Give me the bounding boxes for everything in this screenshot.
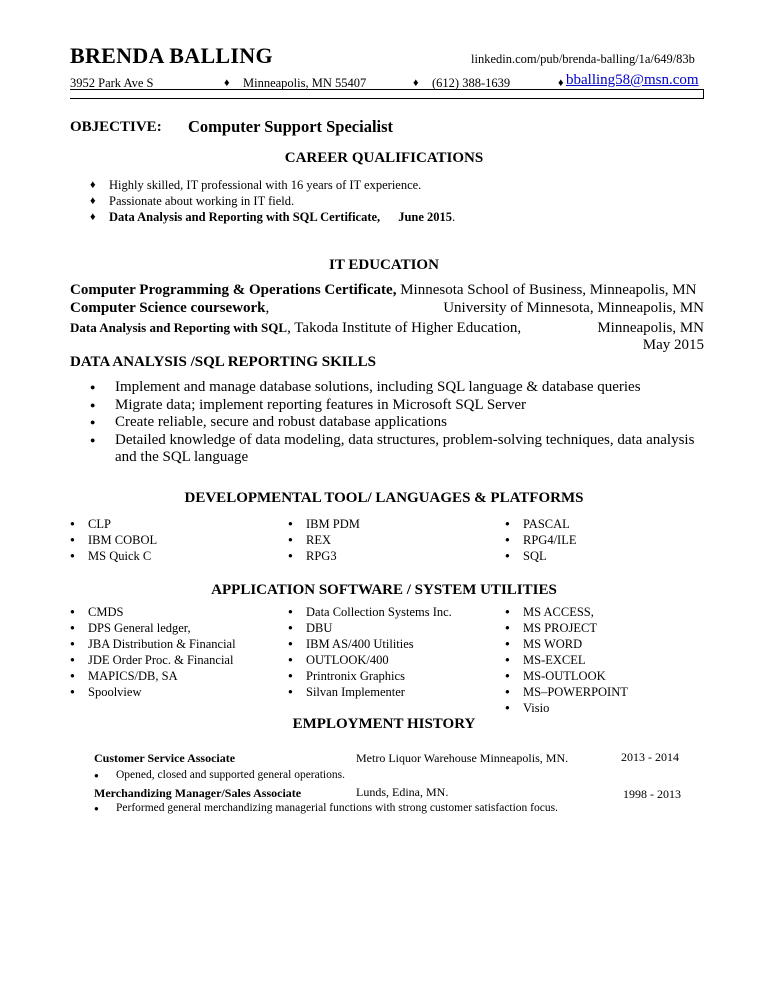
job-duty: ● Opened, closed and supported general operations. bbox=[94, 769, 345, 781]
dot-bullet-icon: ● bbox=[505, 687, 510, 696]
tools-col-3 bbox=[505, 516, 576, 564]
diamond-bullet-icon: ♦ bbox=[90, 179, 96, 191]
list-item: ● Create reliable, secure and robust database applications bbox=[90, 414, 447, 430]
list-item: ● Data Collection Systems Inc. bbox=[288, 605, 452, 619]
dot-bullet-icon: ● bbox=[288, 623, 293, 632]
list-item: ● REX bbox=[288, 533, 331, 547]
dot-bullet-icon: ● bbox=[288, 607, 293, 616]
list-item: ● MAPICS/DB, SA bbox=[70, 669, 178, 683]
separator-diamond-icon: ♦ bbox=[413, 77, 419, 89]
dot-bullet-icon: ● bbox=[90, 399, 96, 410]
list-item: ♦ Highly skilled, IT professional with 16 years of IT experience. bbox=[90, 178, 422, 192]
dot-bullet-icon: ● bbox=[505, 607, 510, 616]
dot-bullet-icon: ● bbox=[505, 703, 510, 712]
education-list bbox=[70, 281, 704, 353]
skills-title: DATA ANALYSIS /SQL REPORTING SKILLS bbox=[70, 354, 376, 370]
list-item: ● Detailed knowledge of data modeling, data structures, problem-solving techniques, data analysis and the SQL language bbox=[90, 431, 695, 465]
list-item: ● MS-EXCEL bbox=[505, 653, 586, 667]
list-item: ● Implement and manage database solutions, including SQL language & database queries bbox=[90, 379, 641, 395]
email-link[interactable]: bballing58@msn.com bbox=[566, 72, 699, 88]
dot-bullet-icon: ● bbox=[90, 382, 96, 392]
list-item: ● MS ACCESS, bbox=[505, 605, 594, 619]
objective-label: OBJECTIVE: bbox=[70, 119, 162, 135]
job-employer: Metro Liquor Warehouse Minneapolis, MN. bbox=[356, 751, 569, 765]
address: 3952 Park Ave S bbox=[70, 76, 154, 90]
dot-bullet-icon: ● bbox=[505, 519, 510, 528]
list-item: ● RPG4/ILE bbox=[505, 533, 577, 547]
list-item: ● RPG3 bbox=[288, 549, 337, 563]
list-item: ● CLP bbox=[70, 517, 111, 531]
software-col-2 bbox=[288, 604, 452, 700]
qualifications-list bbox=[90, 177, 455, 225]
qualifications-title: CAREER QUALIFICATIONS bbox=[284, 150, 484, 166]
list-item: ● Spoolview bbox=[70, 685, 142, 699]
employment-title: EMPLOYMENT HISTORY bbox=[292, 716, 476, 732]
list-item: ● MS PROJECT bbox=[505, 621, 597, 635]
list-item: ● Migrate data; implement reporting features in Microsoft SQL Server bbox=[90, 396, 526, 413]
list-item: ● Visio bbox=[505, 701, 550, 715]
dot-bullet-icon: ● bbox=[70, 535, 75, 544]
education-row: Computer Programming & Operations Certificate, Minnesota School of Business, Minneapolis, MN bbox=[70, 282, 697, 298]
list-item: ● Printronix Graphics bbox=[288, 669, 405, 683]
city: Minneapolis, MN 55407 bbox=[243, 76, 367, 90]
job-dates: 1998 - 2013 bbox=[623, 787, 681, 801]
list-item: ● MS-OUTLOOK bbox=[505, 669, 606, 683]
dot-bullet-icon: ● bbox=[94, 771, 99, 780]
dot-bullet-icon: ● bbox=[70, 639, 75, 648]
job-duty: ● Performed general merchandizing managerial functions with strong customer satisfaction focus. bbox=[94, 802, 558, 814]
dot-bullet-icon: ● bbox=[505, 639, 510, 648]
dot-bullet-icon: ● bbox=[70, 671, 75, 680]
list-item: ♦ Passionate about working in IT field. bbox=[90, 194, 295, 208]
dot-bullet-icon: ● bbox=[288, 687, 293, 696]
dot-bullet-icon: ● bbox=[288, 535, 293, 544]
dot-bullet-icon: ● bbox=[70, 655, 75, 664]
linkedin-url[interactable]: linkedin.com/pub/brenda-balling/1a/649/83b bbox=[471, 52, 695, 66]
education-row: Data Analysis and Reporting with SQL, Takoda Institute of Higher Education, Minneapolis, MN bbox=[70, 320, 704, 336]
separator-diamond-icon: ♦ bbox=[558, 77, 564, 89]
list-item: ● PASCAL bbox=[505, 517, 570, 531]
software-col-1 bbox=[70, 604, 236, 700]
dot-bullet-icon: ● bbox=[90, 434, 96, 445]
dot-bullet-icon: ● bbox=[70, 687, 75, 696]
list-item: ● DPS General ledger, bbox=[70, 621, 191, 635]
dot-bullet-icon: ● bbox=[505, 623, 510, 632]
dot-bullet-icon: ● bbox=[505, 551, 510, 560]
list-item: ● DBU bbox=[288, 621, 333, 635]
separator-diamond-icon: ♦ bbox=[224, 77, 230, 89]
list-item: ● IBM COBOL bbox=[70, 533, 158, 547]
dot-bullet-icon: ● bbox=[90, 417, 96, 427]
list-item: ♦ Data Analysis and Reporting with SQL Certificate, June 2015 . bbox=[90, 210, 456, 224]
list-item: ● MS WORD bbox=[505, 637, 583, 651]
diamond-bullet-icon: ♦ bbox=[90, 211, 96, 223]
dot-bullet-icon: ● bbox=[288, 639, 293, 648]
tools-col-2 bbox=[288, 516, 360, 564]
software-col-3 bbox=[505, 604, 628, 716]
dot-bullet-icon: ● bbox=[505, 535, 510, 544]
dot-bullet-icon: ● bbox=[288, 655, 293, 664]
list-item: ● IBM PDM bbox=[288, 517, 360, 531]
dot-bullet-icon: ● bbox=[288, 671, 293, 680]
job-title: Customer Service Associate bbox=[94, 751, 236, 765]
dot-bullet-icon: ● bbox=[288, 551, 293, 560]
job-dates: 2013 - 2014 bbox=[621, 750, 679, 764]
dot-bullet-icon: ● bbox=[70, 551, 75, 560]
list-item: ● Silvan Implementer bbox=[288, 685, 405, 699]
education-row: Computer Science coursework, University of Minnesota, Minneapolis, MN bbox=[70, 300, 704, 316]
dot-bullet-icon: ● bbox=[505, 671, 510, 680]
header-rule bbox=[70, 89, 704, 99]
phone: (612) 388-1639 bbox=[432, 76, 511, 90]
tools-title: DEVELOPMENTAL TOOL/ LANGUAGES & PLATFORMS bbox=[184, 490, 584, 506]
list-item: ● CMDS bbox=[70, 605, 124, 619]
dot-bullet-icon: ● bbox=[94, 804, 99, 813]
objective-value: Computer Support Specialist bbox=[188, 117, 394, 136]
list-item: ● OUTLOOK/400 bbox=[288, 653, 389, 667]
dot-bullet-icon: ● bbox=[70, 519, 75, 528]
dot-bullet-icon: ● bbox=[70, 607, 75, 616]
diamond-bullet-icon: ♦ bbox=[90, 195, 96, 207]
job-title: Merchandizing Manager/Sales Associate bbox=[94, 786, 302, 800]
software-title: APPLICATION SOFTWARE / SYSTEM UTILITIES bbox=[211, 582, 557, 598]
tools-col-1 bbox=[70, 516, 157, 564]
list-item: ● IBM AS/400 Utilities bbox=[288, 637, 414, 651]
list-item: ● JDE Order Proc. & Financial bbox=[70, 653, 234, 667]
skills-list bbox=[90, 379, 710, 467]
dot-bullet-icon: ● bbox=[505, 655, 510, 664]
education-row: May 2015 bbox=[642, 337, 704, 353]
list-item: ● JBA Distribution & Financial bbox=[70, 637, 236, 651]
candidate-name: BRENDA BALLING bbox=[70, 43, 273, 68]
list-item: ● MS–POWERPOINT bbox=[505, 685, 628, 699]
list-item: ● SQL bbox=[505, 549, 547, 563]
list-item: ● MS Quick C bbox=[70, 549, 152, 563]
dot-bullet-icon: ● bbox=[288, 519, 293, 528]
job-employer: Lunds, Edina, MN. bbox=[356, 785, 449, 799]
dot-bullet-icon: ● bbox=[70, 623, 75, 632]
education-title: IT EDUCATION bbox=[329, 257, 439, 273]
